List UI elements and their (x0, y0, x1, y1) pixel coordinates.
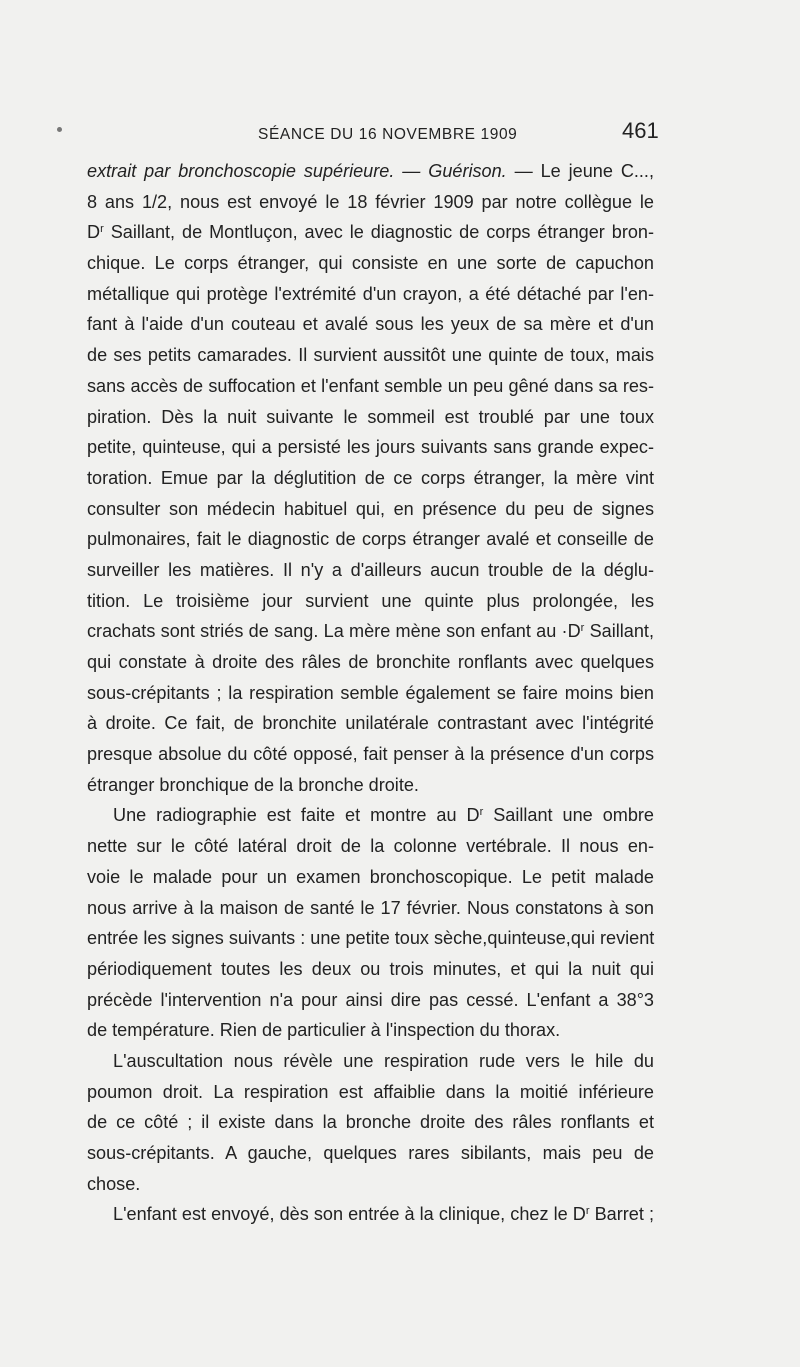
text-line: extrait par bronchoscopie supérieure. — Guérison. — Le jeune C..., (87, 161, 654, 181)
text-line: consulter son médecin habituel qui, en présence du peu de signes (87, 498, 654, 519)
text-line: sans accès de suffocation et l'enfant semble un peu gêné dans sa res- (87, 375, 654, 396)
running-header (0, 118, 800, 148)
text-line: de ses petits camarades. Il survient aussitôt une quinte de toux, mais (87, 345, 654, 366)
text-line: précède l'intervention n'a pour ainsi dire pas cessé. L'enfant a 38°3 (87, 989, 654, 1010)
text-line: sous-crépitants ; la respiration semble également se faire moins bien (87, 682, 654, 703)
text-line: surveiller les matières. Il n'y a d'ailleurs aucun trouble de la déglu- (87, 559, 654, 580)
text-line: presque absolue du côté opposé, fait penser à la présence d'un corps (87, 744, 654, 765)
text-line: crachats sont striés de sang. La mère mène son enfant au $\cdot D^r$ Saillant, (87, 621, 654, 642)
text-line: 8 ans 1/2, nous est envoyé le 18 février 1909 par notre collègue le (87, 191, 654, 212)
text-line: chique. Le corps étranger, qui consiste en une sorte de capuchon (87, 253, 654, 274)
text-line: $D^r$ Saillant, de Montluçon, avec le diagnostic de corps étranger bron- (87, 222, 654, 243)
text-line: de température. Rien de particulier à l'inspection du thorax. (87, 1020, 561, 1041)
text-line: voie le malade pour un examen bronchoscopique. Le petit malade (87, 866, 654, 887)
text-line: métallique qui protège l'extrémité d'un crayon, a été détaché par l'en- (87, 283, 654, 304)
text-line: tition. Le troisième jour survient une quinte plus prolongée, les (87, 590, 654, 611)
text-line: L'auscultation nous révèle une respiration rude vers le hile du (113, 1050, 654, 1071)
text-line: étranger bronchique de la bronche droite. (87, 774, 419, 795)
text-line: petite, quinteuse, qui a persisté les jours suivants sans grande expec- (87, 437, 654, 458)
body-text (87, 156, 654, 1230)
text-line: nette sur le côté latéral droit de la colonne vertébrale. Il nous en- (87, 836, 654, 857)
text-line: toration. Emue par la déglutition de ce corps étranger, la mère vint (87, 467, 654, 488)
text-line: poumon droit. La respiration est affaiblie dans la moitié inférieure (87, 1081, 654, 1102)
text-line: à droite. Ce fait, de bronchite unilatérale contrastant avec l'intégrité (87, 713, 654, 734)
text-line: pulmonaires, fait le diagnostic de corps étranger avalé et conseille de (87, 529, 654, 550)
text-line: chose. (87, 1173, 141, 1194)
superscript: r (585, 1205, 590, 1218)
text-line: périodiquement toutes les deux ou trois minutes, et qui la nuit qui (87, 958, 654, 979)
text-line: qui constate à droite des râles de bronchite ronflants avec quelques (87, 652, 654, 672)
text-line: fant à l'aide d'un couteau et avalé sous les yeux de sa mère et d'un (87, 314, 654, 335)
italic-title: extrait par bronchoscopie supérieure. — Guérison. (87, 161, 507, 181)
header-title: SÉANCE DU 16 NOVEMBRE 1909 (258, 126, 518, 143)
text-line: entrée les signes suivants : une petite toux sèche,quinteuse,qui revient (87, 928, 655, 949)
superscript: r (100, 223, 104, 236)
text-line: piration. Dès la nuit suivante le sommeil est troublé par une toux (87, 406, 654, 427)
text-line: sous-crépitants. A gauche, quelques rares sibilants, mais peu de (87, 1143, 654, 1163)
superscript: r (580, 622, 585, 635)
page-number: 461 (622, 118, 659, 143)
superscript: r (479, 806, 484, 819)
text-line: Une radiographie est faite et montre au $D^r$ Saillant une ombre (113, 805, 654, 826)
text-line: de ce côté ; il existe dans la bronche droite des râles ronflants et (87, 1112, 654, 1133)
text-line: L'enfant est envoyé, dès son entrée à la clinique, chez le $D^r$ Barret ; (113, 1204, 654, 1225)
text-line: nous arrive à la maison de santé le 17 février. Nous constatons à son (87, 897, 654, 918)
